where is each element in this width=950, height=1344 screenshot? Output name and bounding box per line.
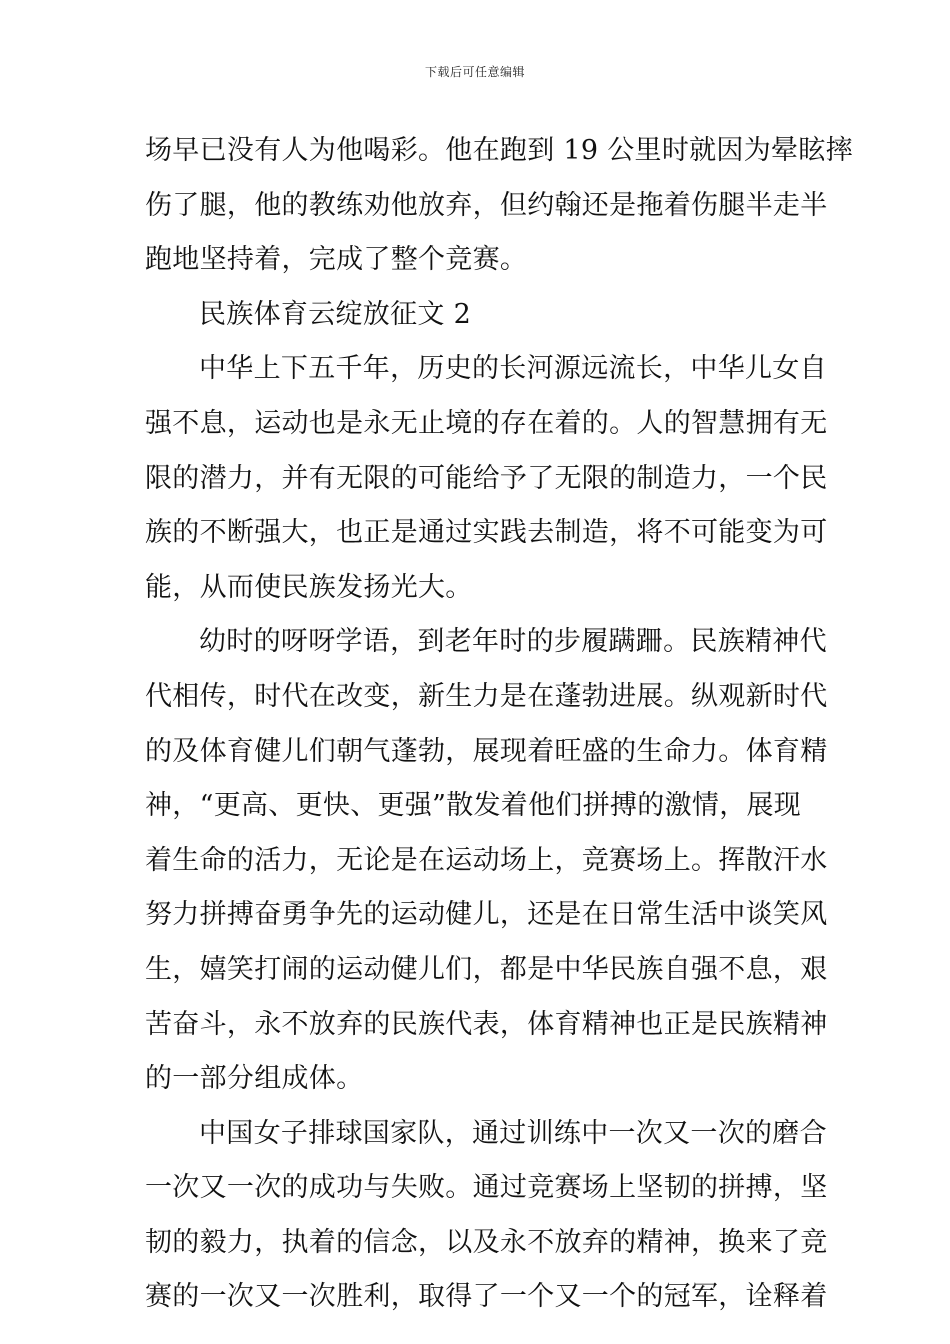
- text-line: 族的不断强大，也正是通过实践去制造，将不可能变为可: [145, 517, 828, 549]
- text-line: 的一部分组成体。: [145, 1063, 364, 1095]
- text-line: 中华上下五千年，历史的长河源远流长，中华儿女自: [199, 353, 827, 385]
- text-line: 赛的一次又一次胜利，取得了一个又一个的冠军，诠释着: [145, 1281, 828, 1313]
- text-line: 中国女子排球国家队，通过训练中一次又一次的磨合: [199, 1117, 827, 1149]
- text-line: 的及体育健儿们朝气蓬勃，展现着旺盛的生命力。体育精: [145, 735, 828, 767]
- text-line: 限的潜力，并有无限的可能给予了无限的制造力，一个民: [145, 462, 828, 494]
- text-line: 着生命的活力，无论是在运动场上，竞赛场上。挥散汗水: [145, 844, 828, 876]
- text-line: 生，嬉笑打闹的运动健儿们，都是中华民族自强不息，艰: [145, 953, 828, 985]
- page-header: 下载后可任意编辑: [424, 65, 525, 79]
- text-line: 韧的毅力，执着的信念，以及永不放弃的精神，换来了竞: [145, 1226, 828, 1258]
- text-line: 神，“更高、更快、更强”散发着他们拼搏的激情，展现: [145, 790, 802, 822]
- text-line: 努力拼搏奋勇争先的运动健儿，还是在日常生活中谈笑风: [145, 899, 828, 931]
- section-title: 民族体育云绽放征文 2: [199, 298, 472, 330]
- text-line: 幼时的呀呀学语，到老年时的步履蹒跚。民族精神代: [199, 626, 827, 658]
- text-line: 一次又一次的成功与失败。通过竞赛场上坚韧的拼搏，坚: [145, 1172, 828, 1204]
- text-line: 场早已没有人为他喝彩。他在跑到 19 公里时就因为晕眩摔: [145, 135, 853, 166]
- text-line: 苦奋斗，永不放弃的民族代表，体育精神也正是民族精神: [145, 1008, 828, 1040]
- text-line: 强不息，运动也是永无止境的存在着的。人的智慧拥有无: [145, 407, 828, 439]
- text-line: 伤了腿，他的教练劝他放弃，但约翰还是拖着伤腿半走半: [145, 189, 828, 221]
- text-line: 跑地坚持着，完成了整个竞赛。: [145, 244, 528, 276]
- body-text: [145, 124, 853, 1325]
- text-line: 代相传，时代在改变，新生力是在蓬勃进展。纵观新时代: [145, 680, 828, 712]
- text-line: 能，从而使民族发扬光大。: [145, 571, 473, 603]
